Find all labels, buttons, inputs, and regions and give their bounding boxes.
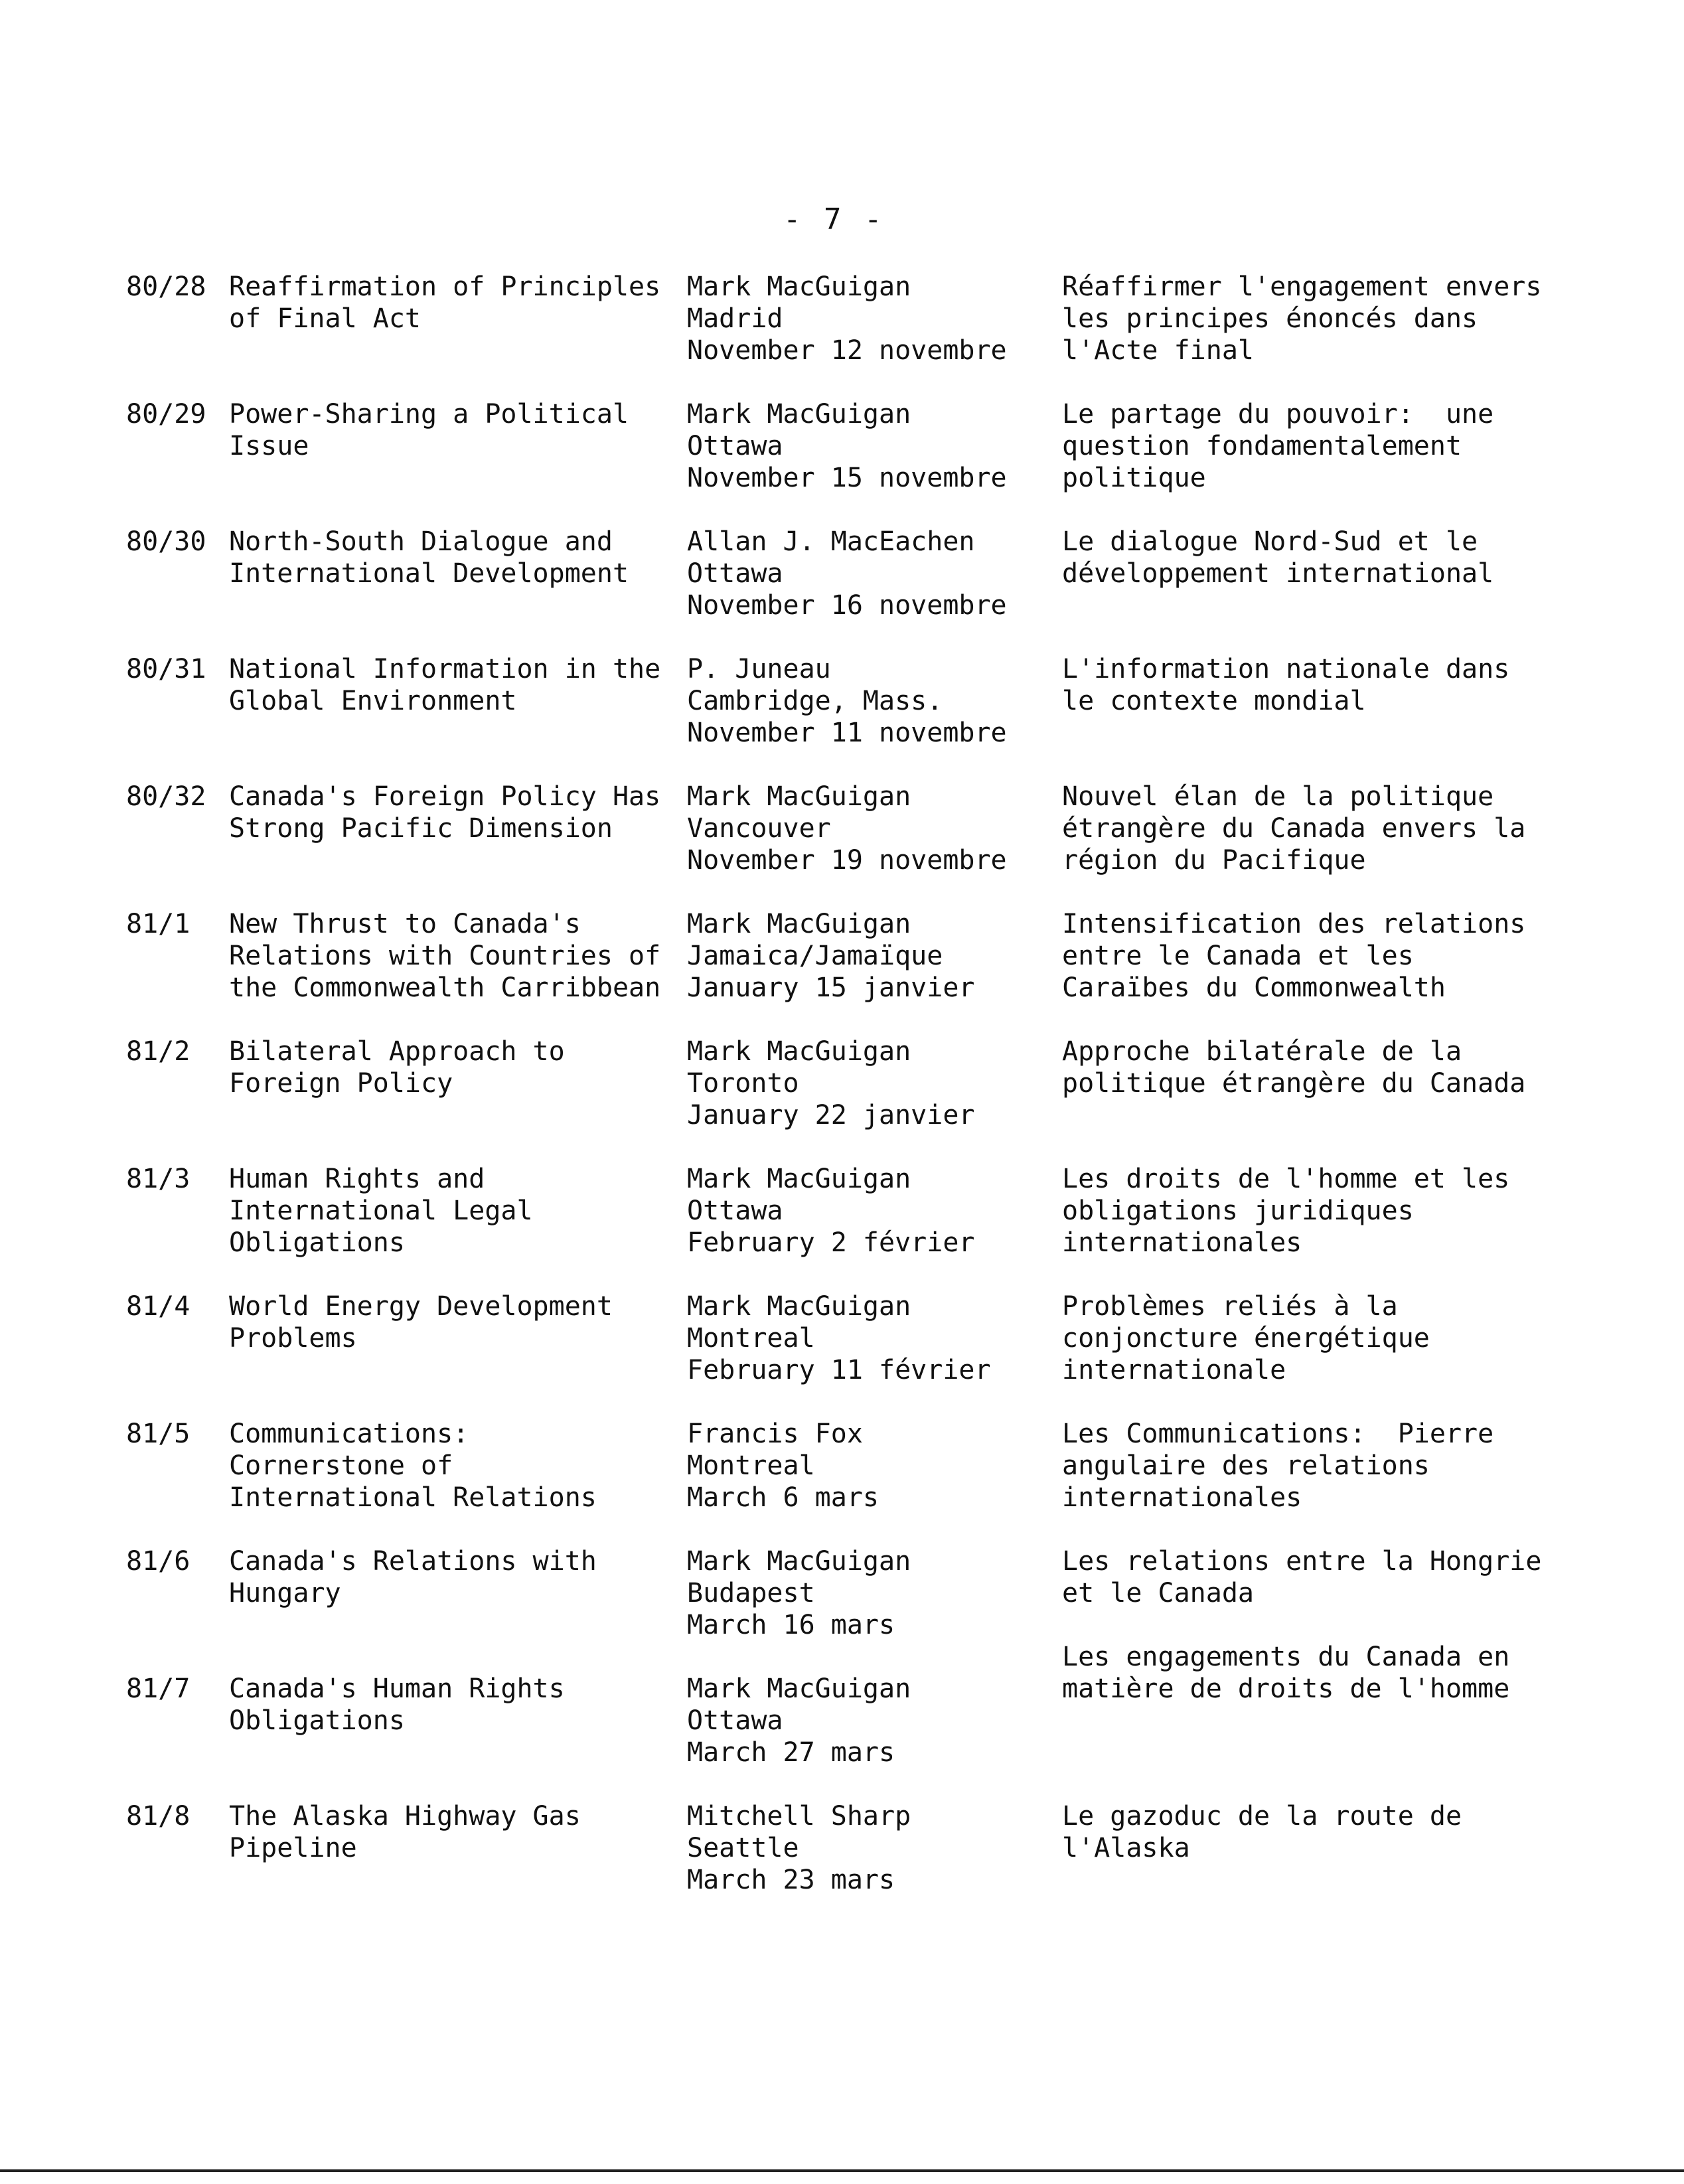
english-title — [229, 1673, 667, 1737]
statement-number: 81/1 — [126, 909, 191, 939]
speaker-place-date-line: March 27 mars — [687, 1737, 895, 1768]
speaker-place-date — [687, 1673, 1059, 1768]
french-title-line: Nouvel élan de la politique — [1062, 781, 1494, 812]
speaker-place-date — [687, 1418, 1059, 1514]
speaker-place-date-line: Mark MacGuigan — [687, 1674, 911, 1704]
french-title-line: internationale — [1062, 1355, 1286, 1385]
page-number: - 7 - — [783, 202, 885, 236]
statement-number: 80/28 — [126, 272, 206, 302]
speaker-place-date-line: Ottawa — [687, 558, 783, 589]
speaker-place-date-line: Seattle — [687, 1833, 799, 1863]
speaker-place-date-line: Ottawa — [687, 1196, 783, 1226]
statement-number: 80/30 — [126, 526, 206, 557]
english-title — [229, 271, 667, 335]
english-title-line: Pipeline — [229, 1833, 357, 1863]
speaker-place-date — [687, 1036, 1059, 1131]
french-title-line: Réaffirmer l'engagement envers — [1062, 272, 1542, 302]
statement-entry — [0, 1290, 1684, 1418]
english-title-line: Foreign Policy — [229, 1068, 453, 1099]
french-title-line: Problèmes reliés à la — [1062, 1291, 1398, 1322]
french-title-line: Approche bilatérale de la — [1062, 1036, 1462, 1067]
statement-entry — [0, 653, 1684, 781]
french-title-line: matière de droits de l'homme — [1062, 1674, 1510, 1704]
speaker-place-date-line: Mark MacGuigan — [687, 272, 911, 302]
french-title-line: étrangère du Canada envers la — [1062, 813, 1526, 844]
english-title-line: Issue — [229, 431, 309, 461]
english-title — [229, 398, 667, 462]
english-title — [229, 526, 667, 589]
french-title-line: l'Alaska — [1062, 1833, 1190, 1863]
french-title-line: l'Acte final — [1062, 335, 1254, 366]
english-title-line: Power-Sharing a Political — [229, 399, 629, 429]
french-title-line: région du Pacifique — [1062, 845, 1366, 876]
speaker-place-date-line: Mark MacGuigan — [687, 909, 911, 939]
english-title — [229, 908, 667, 1004]
statement-list — [0, 271, 1684, 1928]
english-title — [229, 1545, 667, 1609]
english-title-line: New Thrust to Canada's — [229, 909, 581, 939]
speaker-place-date-line: Mark MacGuigan — [687, 781, 911, 812]
french-title-line: internationales — [1062, 1227, 1302, 1258]
french-title-line: angulaire des relations — [1062, 1450, 1430, 1481]
speaker-place-date-line: Budapest — [687, 1578, 815, 1608]
english-title-line: Reaffirmation of Principles — [229, 272, 661, 302]
speaker-place-date-line: Mark MacGuigan — [687, 1546, 911, 1577]
speaker-place-date-line: Mark MacGuigan — [687, 399, 911, 429]
english-title-line: Relations with Countries of — [229, 941, 661, 971]
french-title — [1062, 1290, 1567, 1386]
speaker-place-date — [687, 781, 1059, 876]
french-title-line: question fondamentalement — [1062, 431, 1462, 461]
speaker-place-date-line: March 6 mars — [687, 1482, 879, 1513]
speaker-place-date-line: Toronto — [687, 1068, 799, 1099]
english-title-line: Hungary — [229, 1578, 341, 1608]
speaker-place-date — [687, 1290, 1059, 1386]
english-title-line: Canada's Foreign Policy Has — [229, 781, 661, 812]
french-title-line: Les engagements du Canada en — [1062, 1642, 1510, 1672]
english-title-line: Human Rights and — [229, 1164, 485, 1194]
french-title-line: Les droits de l'homme et les — [1062, 1164, 1510, 1194]
english-title — [229, 1418, 667, 1514]
statement-entry — [0, 526, 1684, 653]
english-title-line: The Alaska Highway Gas — [229, 1801, 581, 1832]
speaker-place-date-line: November 15 novembre — [687, 463, 1007, 493]
statement-entry — [0, 1800, 1684, 1928]
french-title — [1062, 1036, 1567, 1099]
french-title — [1062, 526, 1567, 589]
french-title-line: Le gazoduc de la route de — [1062, 1801, 1462, 1832]
english-title-line: of Final Act — [229, 303, 421, 334]
french-title-line: Les Communications: Pierre — [1062, 1419, 1494, 1449]
english-title-line: Obligations — [229, 1227, 405, 1258]
speaker-place-date-line: Allan J. MacEachen — [687, 526, 975, 557]
french-title-line: internationales — [1062, 1482, 1302, 1513]
french-title-line: entre le Canada et les — [1062, 941, 1414, 971]
speaker-place-date — [687, 1163, 1059, 1259]
french-title — [1062, 1163, 1567, 1259]
bottom-rule — [0, 2169, 1684, 2172]
speaker-place-date-line: Madrid — [687, 303, 783, 334]
speaker-place-date-line: Cambridge, Mass. — [687, 686, 943, 716]
speaker-place-date-line: January 22 janvier — [687, 1100, 975, 1131]
speaker-place-date-line: P. Juneau — [687, 654, 831, 684]
speaker-place-date-line: Montreal — [687, 1450, 815, 1481]
speaker-place-date-line: February 11 février — [687, 1355, 991, 1385]
french-title-line: obligations juridiques — [1062, 1196, 1414, 1226]
statement-number: 80/32 — [126, 781, 206, 812]
french-title — [1062, 908, 1567, 1004]
speaker-place-date — [687, 398, 1059, 494]
french-title-line: Les relations entre la Hongrie — [1062, 1546, 1542, 1577]
speaker-place-date-line: January 15 janvier — [687, 973, 975, 1003]
speaker-place-date — [687, 653, 1059, 749]
statement-entry — [0, 781, 1684, 908]
french-title-line: développement international — [1062, 558, 1494, 589]
speaker-place-date — [687, 526, 1059, 621]
english-title-line: International Development — [229, 558, 629, 589]
french-title — [1062, 781, 1567, 876]
french-title-line: politique étrangère du Canada — [1062, 1068, 1526, 1099]
french-title-line: L'information nationale dans — [1062, 654, 1510, 684]
speaker-place-date — [687, 908, 1059, 1004]
english-title-line: International Legal — [229, 1196, 533, 1226]
statement-number: 81/8 — [126, 1801, 191, 1832]
statement-entry — [0, 1036, 1684, 1163]
english-title-line: Bilateral Approach to — [229, 1036, 565, 1067]
english-title-line: Cornerstone of — [229, 1450, 453, 1481]
french-title-line: politique — [1062, 463, 1206, 493]
english-title-line: Problems — [229, 1323, 357, 1354]
speaker-place-date-line: February 2 février — [687, 1227, 975, 1258]
french-title — [1062, 398, 1567, 494]
speaker-place-date-line: November 11 novembre — [687, 718, 1007, 748]
speaker-place-date-line: March 23 mars — [687, 1865, 895, 1895]
statement-number: 81/6 — [126, 1546, 191, 1577]
english-title — [229, 1036, 667, 1099]
french-title-line — [1062, 1609, 1567, 1641]
english-title-line: Canada's Relations with — [229, 1546, 597, 1577]
statement-entry — [0, 1163, 1684, 1290]
speaker-place-date-line: November 12 novembre — [687, 335, 1007, 366]
speaker-place-date-line: March 16 mars — [687, 1610, 895, 1640]
speaker-place-date-line: Mark MacGuigan — [687, 1164, 911, 1194]
statement-entry — [0, 271, 1684, 398]
english-title-line: Communications: — [229, 1419, 469, 1449]
french-title-line: Le dialogue Nord-Sud et le — [1062, 526, 1478, 557]
statement-number: 81/3 — [126, 1164, 191, 1194]
english-title — [229, 1800, 667, 1864]
french-title-line: les principes énoncés dans — [1062, 303, 1478, 334]
statement-number: 80/29 — [126, 399, 206, 429]
english-title-line: Obligations — [229, 1705, 405, 1736]
french-title-line: Intensification des relations — [1062, 909, 1526, 939]
speaker-place-date — [687, 1800, 1059, 1896]
english-title-line: the Commonwealth Carribbean — [229, 973, 661, 1003]
statement-entry — [0, 908, 1684, 1036]
speaker-place-date-line: November 19 novembre — [687, 845, 1007, 876]
speaker-place-date-line: Mark MacGuigan — [687, 1036, 911, 1067]
statement-number: 81/4 — [126, 1291, 191, 1322]
statement-number: 81/2 — [126, 1036, 191, 1067]
statement-entry — [0, 1673, 1684, 1800]
english-title — [229, 1290, 667, 1354]
speaker-place-date-line: Montreal — [687, 1323, 815, 1354]
french-title — [1062, 271, 1567, 366]
english-title — [229, 1163, 667, 1259]
statement-number: 81/7 — [126, 1674, 191, 1704]
speaker-place-date-line: Ottawa — [687, 1705, 783, 1736]
statement-entry — [0, 398, 1684, 526]
english-title — [229, 781, 667, 844]
speaker-place-date-line: Vancouver — [687, 813, 831, 844]
english-title-line: Strong Pacific Dimension — [229, 813, 613, 844]
speaker-place-date-line: Mark MacGuigan — [687, 1291, 911, 1322]
french-title-line: Le partage du pouvoir: une — [1062, 399, 1494, 429]
speaker-place-date-line: Ottawa — [687, 431, 783, 461]
french-title-line: Caraïbes du Commonwealth — [1062, 973, 1446, 1003]
speaker-place-date-line: Mitchell Sharp — [687, 1801, 911, 1832]
speaker-place-date-line: Francis Fox — [687, 1419, 863, 1449]
speaker-place-date — [687, 1545, 1059, 1641]
french-title — [1062, 653, 1567, 717]
english-title-line: National Information in the — [229, 654, 661, 684]
english-title-line: World Energy Development — [229, 1291, 613, 1322]
speaker-place-date — [687, 271, 1059, 366]
english-title-line: International Relations — [229, 1482, 597, 1513]
speaker-place-date-line: Jamaica/Jamaïque — [687, 941, 943, 971]
statement-entry — [0, 1418, 1684, 1545]
french-title — [1062, 1418, 1567, 1514]
statement-number: 80/31 — [126, 654, 206, 684]
french-title — [1062, 1800, 1567, 1864]
french-title-line: et le Canada — [1062, 1578, 1254, 1608]
english-title-line: Global Environment — [229, 686, 517, 716]
english-title-line: Canada's Human Rights — [229, 1674, 565, 1704]
english-title — [229, 653, 667, 717]
french-title-line: conjoncture énergétique — [1062, 1323, 1430, 1354]
statement-number: 81/5 — [126, 1419, 191, 1449]
speaker-place-date-line: November 16 novembre — [687, 590, 1007, 621]
french-title-line: le contexte mondial — [1062, 686, 1366, 716]
english-title-line: North-South Dialogue and — [229, 526, 613, 557]
